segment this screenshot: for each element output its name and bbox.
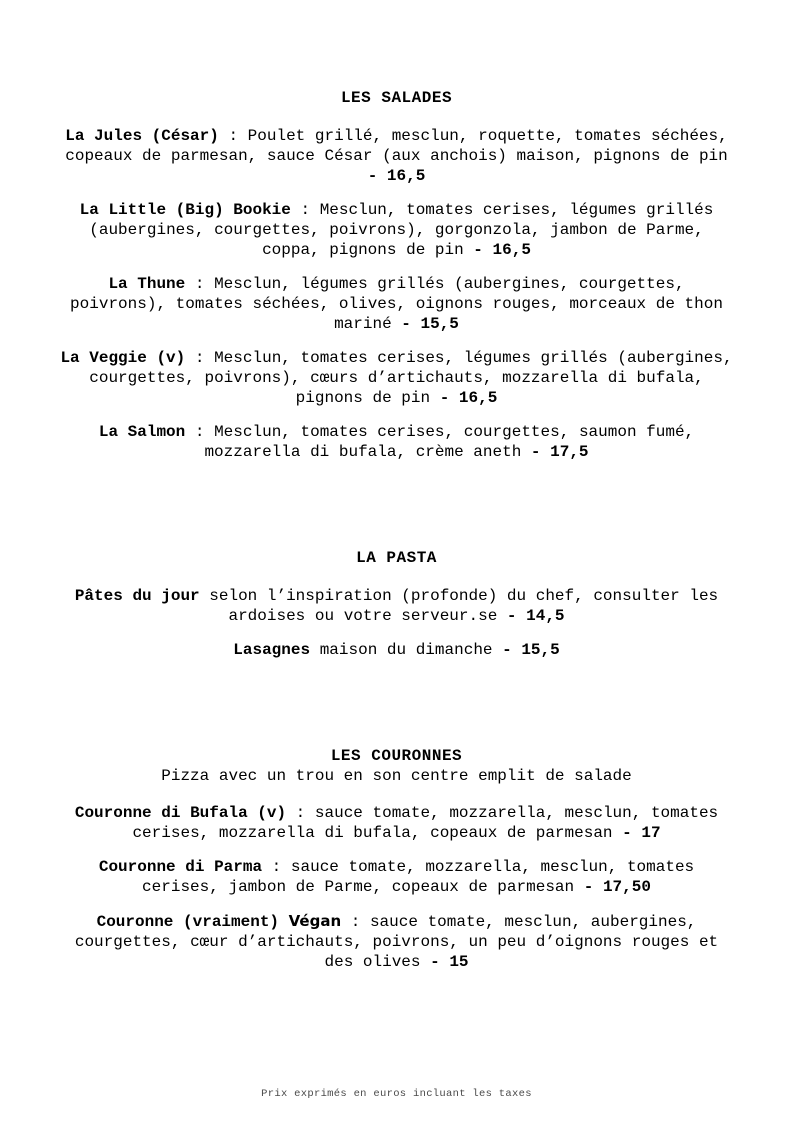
item-separator [200,587,210,605]
section-title-pasta: LA PASTA [356,549,437,567]
item-separator: : [286,804,315,822]
item-price: - 16,5 [463,241,531,259]
item-separator: : [185,275,215,293]
item-separator: : [262,858,291,876]
item-separator: : [290,201,320,219]
item-price: - 17,5 [521,443,589,461]
item-price: - 15 [420,953,469,971]
item-name: Pâtes du jour [74,587,200,605]
item-separator [310,641,320,659]
menu-item-lasagnes [57,640,737,660]
item-price: - 17 [612,824,661,842]
item-description: Poulet grillé, mesclun, roquette, tomates séchées, copeaux de parmesan, sauce César (aux anchois) maison, pignons de pin [65,127,728,165]
item-separator: : [185,349,215,367]
item-price: - 16,5 [367,167,426,185]
item-name: Lasagnes [233,641,311,659]
item-price: - 17,50 [574,878,651,896]
section-pasta [57,548,737,660]
menu-item-salmon [57,422,737,462]
section-couronnes [57,746,737,972]
item-separator: : [341,913,370,931]
item-name: Couronne di Parma [98,858,263,876]
item-description: Mesclun, tomates cerises, légumes grillés (aubergines, courgettes, poivrons), gorgonzola, jambon de Parme, coppa, pignons de pin [89,201,714,259]
item-name: La Thune [108,275,186,293]
menu-item-jules [57,126,737,186]
menu-item-couronne-bufala [57,803,737,843]
item-description: sauce tomate, mozzarella, mesclun, tomates cerises, mozzarella di bufala, copeaux de parmesan [132,804,719,842]
menu-item-veggie [57,348,737,408]
item-name-alt: Végan [288,912,342,930]
item-price: - 15,5 [391,315,459,333]
item-price: - 14,5 [497,607,565,625]
item-price: - 15,5 [492,641,560,659]
menu-item-couronne-vegan [57,911,737,972]
section-salades [57,88,737,462]
menu-item-little-big-bookie [57,200,737,260]
item-name: La Jules (César) [65,127,219,145]
item-description: Mesclun, tomates cerises, courgettes, saumon fumé, mozzarella di bufala, crème aneth [204,423,695,461]
section-title-salades: LES SALADES [340,89,453,107]
item-description: Mesclun, légumes grillés (aubergines, courgettes, poivrons), tomates séchées, olives, oignons rouges, morceaux de thon mariné [70,275,723,333]
item-description: maison du dimanche [319,641,493,659]
menu-item-couronne-parma [57,857,737,897]
item-separator: : [218,127,248,145]
item-name: Couronne di Bufala (v) [74,804,287,822]
item-description: sauce tomate, mozzarella, mesclun, tomates cerises, jambon de Parme, copeaux de parmesan [142,858,695,896]
section-title-couronnes: LES COURONNES [330,747,463,765]
item-description: Mesclun, tomates cerises, légumes grillés (aubergines, courgettes, poivrons), cœurs d’artichauts, mozzarella di bufala, pignons de pin [89,349,733,407]
menu-content [57,0,737,972]
item-name: La Veggie (v) [60,349,186,367]
item-name: Couronne (vraiment) [96,913,280,931]
footer-tax-note: Prix exprimés en euros incluant les taxes [261,1088,532,1100]
item-description: selon l’inspiration (profonde) du chef, consulter les ardoises ou votre serveur.se [209,587,719,625]
item-description: sauce tomate, mesclun, aubergines, courgettes, cœur d’artichauts, poivrons, un peu d’oignons rouges et des olives [74,913,719,971]
menu-item-pates-du-jour [57,586,737,626]
section-subtitle-couronnes: Pizza avec un trou en son centre emplit de salade [161,767,632,785]
item-price: - 16,5 [430,389,498,407]
item-separator: : [185,423,215,441]
menu-item-thune [57,274,737,334]
item-name: La Salmon [98,423,186,441]
item-name: La Little (Big) Bookie [79,201,291,219]
